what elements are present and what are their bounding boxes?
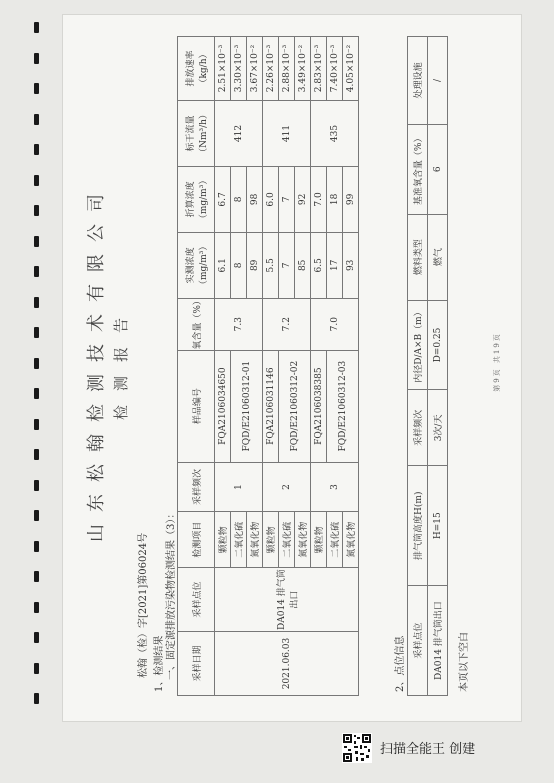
sample-id: FQA2106031146 — [263, 350, 279, 462]
document-number: 松翰（检）字[2021]第06024号 — [138, 532, 149, 678]
binding-hole — [34, 663, 39, 674]
measured-concentration: 6.1 — [215, 232, 231, 298]
col-header: 排放速率（kg/h） — [178, 37, 215, 101]
dry-flow: 412 — [215, 101, 263, 167]
emission-rate: 7.40×10⁻³ — [327, 37, 343, 101]
col-header: 采样日期 — [178, 632, 215, 696]
measured-concentration: 5.5 — [263, 232, 279, 298]
converted-concentration: 99 — [343, 166, 359, 232]
oxygen-content: 7.3 — [215, 298, 263, 350]
table-cell: 6 — [428, 124, 448, 214]
qr-code-icon — [342, 733, 372, 763]
emission-rate: 2.26×10⁻³ — [263, 37, 279, 101]
table-cell: / — [428, 37, 448, 125]
sampling-frequency: 1 — [215, 462, 263, 512]
emission-rate: 3.30×10⁻³ — [231, 37, 247, 101]
binding-hole — [34, 175, 39, 186]
rotated-report-content — [76, 22, 516, 702]
converted-concentration: 6.0 — [263, 166, 279, 232]
measured-concentration: 89 — [247, 232, 263, 298]
binding-hole — [34, 236, 39, 247]
col-header: 基准氧含量（%） — [408, 124, 428, 214]
col-header: 标干流量（Nm³/h） — [178, 101, 215, 167]
binding-hole — [34, 358, 39, 369]
emission-rate: 2.51×10⁻³ — [215, 37, 231, 101]
binding-hole — [34, 480, 39, 491]
page-number: 第9页 共19页 — [493, 332, 501, 392]
binding-hole — [34, 114, 39, 125]
test-item: 颗粒物 — [215, 512, 231, 568]
emission-rate: 2.88×10⁻³ — [279, 37, 295, 101]
test-item: 氮氧化物 — [295, 512, 311, 568]
table-header-row — [408, 37, 428, 696]
dry-flow: 411 — [263, 101, 311, 167]
converted-concentration: 98 — [247, 166, 263, 232]
binding-hole — [34, 632, 39, 643]
report-title: 检测报告 — [112, 304, 130, 421]
col-header: 排气筒高度H(m) — [408, 466, 428, 586]
test-item: 二氧化硫 — [231, 512, 247, 568]
subsection-title: 一、固定源排放污染物检测结果（3）： — [166, 508, 177, 680]
binding-hole — [34, 510, 39, 521]
measured-concentration: 6.5 — [311, 232, 327, 298]
blank-note: 本页以下空白 — [459, 632, 470, 692]
binding-hole — [34, 327, 39, 338]
converted-concentration: 18 — [327, 166, 343, 232]
binding-hole — [34, 297, 39, 308]
converted-concentration: 92 — [295, 166, 311, 232]
col-header: 实测浓度（mg/m³） — [178, 232, 215, 298]
sample-id: FQD/E21060312-03 — [327, 350, 359, 462]
sample-id: FQD/E21060312-01 — [231, 350, 263, 462]
col-header: 折算浓度（mg/m³） — [178, 166, 215, 232]
col-header: 采样频次 — [408, 390, 428, 466]
sampling-point: DA014 排气筒出口 — [215, 568, 359, 632]
emission-rate: 3.67×10⁻² — [247, 37, 263, 101]
binding-hole — [34, 266, 39, 277]
measured-concentration: 8 — [231, 232, 247, 298]
col-header: 内径D/A×B（m） — [408, 300, 428, 390]
test-item: 颗粒物 — [263, 512, 279, 568]
converted-concentration: 8 — [231, 166, 247, 232]
binding-hole — [34, 83, 39, 94]
col-header: 采样点位 — [178, 568, 215, 632]
test-item: 二氧化硫 — [279, 512, 295, 568]
col-header: 检测项目 — [178, 512, 215, 568]
binding-hole — [34, 53, 39, 64]
measured-concentration: 85 — [295, 232, 311, 298]
emission-rate: 2.83×10⁻³ — [311, 37, 327, 101]
table-cell: 3次/天 — [428, 390, 448, 466]
emission-rate: 3.49×10⁻² — [295, 37, 311, 101]
test-item: 氮氧化物 — [343, 512, 359, 568]
converted-concentration: 6.7 — [215, 166, 231, 232]
binding-hole — [34, 205, 39, 216]
test-item: 二氧化硫 — [327, 512, 343, 568]
table-row — [428, 37, 448, 696]
converted-concentration: 7.0 — [311, 166, 327, 232]
binding-hole — [34, 693, 39, 704]
table-cell: DA014 排气筒出口 — [428, 586, 448, 696]
scanner-watermark: 扫描全能王 创建 — [380, 742, 476, 757]
section-2-title: 2、点位信息 — [395, 635, 406, 692]
sampling-frequency: 2 — [263, 462, 311, 512]
oxygen-content: 7.2 — [263, 298, 311, 350]
col-header: 处理设施 — [408, 37, 428, 125]
table-cell: 燃气 — [428, 214, 448, 300]
sampling-frequency: 3 — [311, 462, 359, 512]
binding-hole — [34, 449, 39, 460]
sample-id: FQD/E21060312-02 — [279, 350, 311, 462]
binding-hole — [34, 22, 39, 33]
binding-hole — [34, 144, 39, 155]
section-1-title: 1、检测结果 — [154, 635, 165, 692]
table-cell: H=15 — [428, 466, 448, 586]
table-cell: D=0.25 — [428, 300, 448, 390]
measured-concentration: 17 — [327, 232, 343, 298]
sample-id: FQA2106038385 — [311, 350, 327, 462]
sample-id: FQA2106034650 — [215, 350, 231, 462]
converted-concentration: 7 — [279, 166, 295, 232]
company-name: 山东松翰检测技术有限公司 — [86, 182, 107, 542]
oxygen-content: 7.0 — [311, 298, 359, 350]
binding-holes — [34, 22, 40, 722]
sampling-date: 2021.06.03 — [215, 632, 359, 696]
binding-hole — [34, 602, 39, 613]
col-header: 样品编号 — [178, 350, 215, 462]
dry-flow: 435 — [311, 101, 359, 167]
col-header: 采样频次 — [178, 462, 215, 512]
binding-hole — [34, 419, 39, 430]
binding-hole — [34, 571, 39, 582]
emission-results-table — [177, 36, 359, 696]
binding-hole — [34, 388, 39, 399]
test-item: 氮氧化物 — [247, 512, 263, 568]
table-row — [215, 37, 231, 696]
point-info-table — [407, 36, 448, 696]
binding-hole — [34, 541, 39, 552]
col-header: 采样点位 — [408, 586, 428, 696]
measured-concentration: 7 — [279, 232, 295, 298]
emission-rate: 4.05×10⁻² — [343, 37, 359, 101]
measured-concentration: 93 — [343, 232, 359, 298]
col-header: 燃料类型 — [408, 214, 428, 300]
col-header: 氧含量（%） — [178, 298, 215, 350]
test-item: 颗粒物 — [311, 512, 327, 568]
